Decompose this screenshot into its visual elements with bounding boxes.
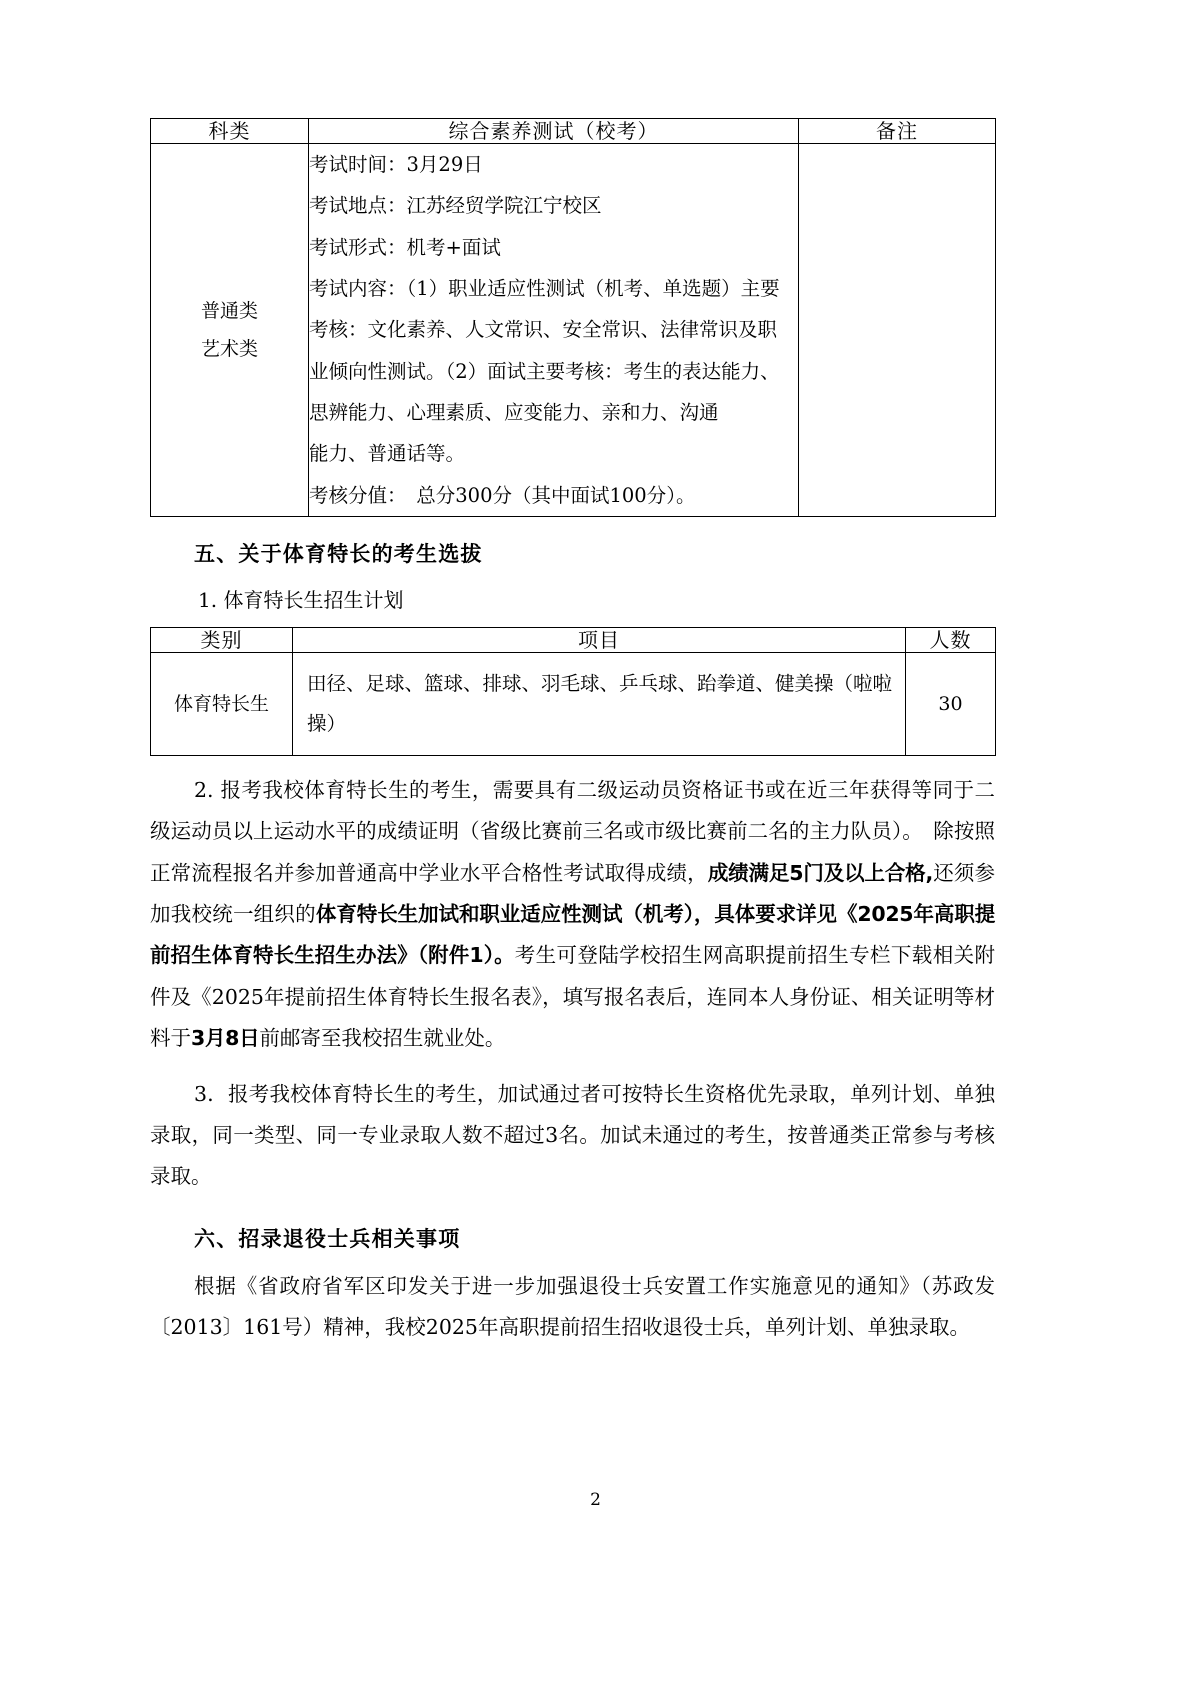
exam-detail-line: 考核分值： 总分300分（其中面试100分）。 (309, 483, 696, 507)
cell-sports-items: 田径、足球、篮球、排球、羽毛球、乒乓球、跆拳道、健美操（啦啦操） (293, 652, 906, 755)
category-line: 普通类 (200, 299, 258, 322)
comprehensive-exam-table (150, 118, 996, 517)
exam-detail-line: 考试内容：（1）职业适应性测试（机考、单选题）主要 (309, 276, 780, 300)
para-bold-part: 3月8日 (191, 1026, 260, 1051)
category-line: 艺术类 (200, 337, 258, 360)
exam-detail-line: 考试地点：江苏经贸学院江宁校区 (309, 194, 602, 218)
cell-subject-category (151, 144, 309, 517)
paragraph-sports-requirements (150, 770, 995, 1060)
exam-detail-line: 考试时间：3月29日 (309, 153, 483, 176)
table-row (151, 652, 996, 755)
header-remark: 备注 (799, 119, 996, 144)
paragraph-sports-admission: 3．报考我校体育特长生的考生，加试通过者可按特长生资格优先录取，单列计划、单独录取，同一类型、同一专业录取人数不超过3名。加试未通过的考生，按普通类正常参与考核录取。 (150, 1081, 995, 1189)
cell-sports-category: 体育特长生 (151, 652, 293, 755)
table-header-row (151, 119, 996, 144)
sports-specialty-table (150, 627, 996, 756)
para-text-part: 还须参加我校统一组织的 (150, 860, 996, 926)
exam-detail-line: 思辨能力、心理素质、应变能力、亲和力、沟通 (309, 400, 719, 424)
exam-detail-line: 考核：文化素养、人文常识、安全常识、法律常识及职 (309, 318, 778, 342)
header-count: 人数 (906, 627, 996, 652)
sub-heading-sports-plan: 1. 体育特长生招生计划 (198, 587, 404, 612)
para-bold-part: 成绩满足5门及以上合格, (707, 860, 934, 885)
cell-exam-details (309, 144, 799, 517)
header-subject-category: 科类 (151, 119, 309, 144)
paragraph-veterans: 根据《省政府省军区印发关于进一步加强退役士兵安置工作实施意见的通知》（苏政发〔2013〕161号）精神，我校2025年高职提前招生招收退役士兵，单列计划、单独录取。 (150, 1273, 995, 1340)
table-row (151, 144, 996, 517)
para-text-part: 2. 报考我校体育特长生的考生，需要具有二级运动员资格证书或在近三年获得等同于二级运动员以上运动水平的成绩证明（省级比赛前三名或市级比赛前二名的主力队员）。 除按照正常流程报名并参加普通高中学业水平合格性考试取得成绩， (150, 777, 995, 885)
cell-sports-count: 30 (906, 652, 996, 755)
page-content (150, 118, 995, 1349)
exam-detail-line: 能力、普通话等。 (309, 442, 466, 466)
para-bold-part: 体育特长生加试和职业适应性测试（机考），具体要求详见《2025年高职提前招生体育特长生招生办法》（附件1）。 (150, 902, 995, 968)
page-number: 2 (590, 1490, 601, 1510)
para-text-part: 前邮寄至我校招生就业处。 (259, 1026, 506, 1051)
header-items: 项目 (293, 627, 906, 652)
exam-detail-line: 考试形式：机考+面试 (309, 235, 501, 259)
header-category: 类别 (151, 627, 293, 652)
section-heading-six: 六、招录退役士兵相关事项 (194, 1226, 461, 1251)
header-comprehensive-test: 综合素养测试（校考） (309, 119, 799, 144)
table-header-row (151, 627, 996, 652)
cell-remark (799, 144, 996, 517)
section-heading-five: 五、关于体育特长的考生选拔 (194, 541, 483, 566)
para-text-part: 考生可登陆学校招生网高职提前招生专栏下载相关附件及《2025年提前招生体育特长生报名表》，填写报名表后，连同本人身份证、相关证明等材料于 (150, 943, 995, 1051)
exam-detail-line: 业倾向性测试。（2）面试主要考核：考生的表达能力、 (309, 359, 780, 383)
